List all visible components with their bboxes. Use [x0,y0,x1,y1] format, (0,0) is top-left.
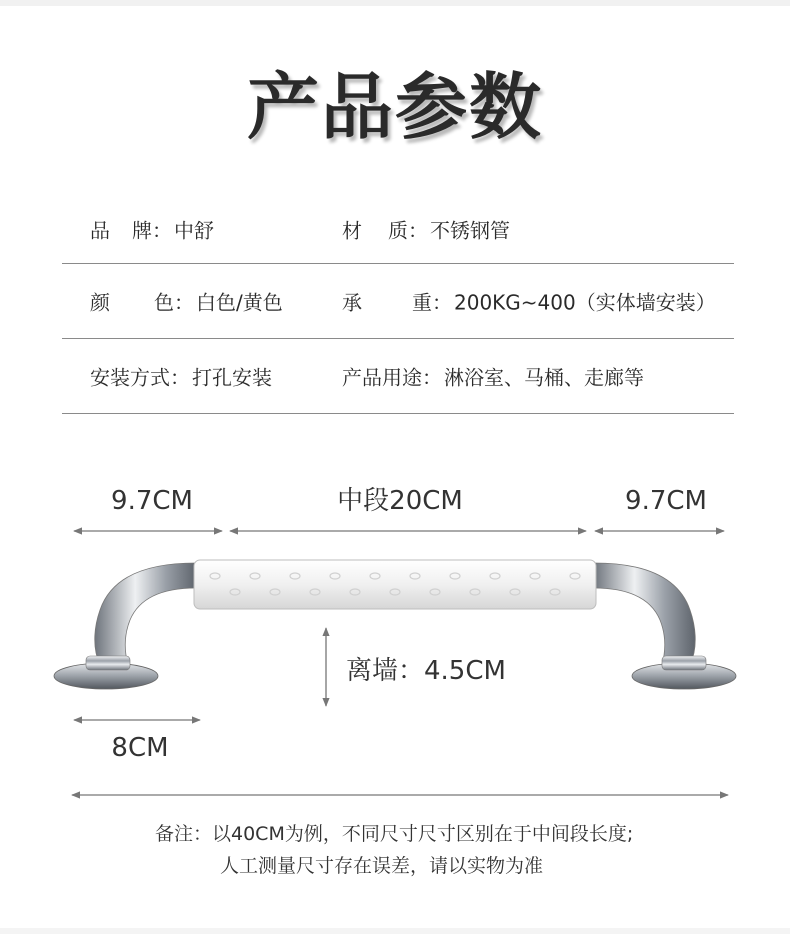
colon: ： [422,365,442,390]
colon: ： [170,365,190,390]
dim-label-base: 8CM [111,733,169,763]
spec-value: 中舒 [174,218,214,243]
dim-label-wall: 离墙：4.5CM [346,656,506,686]
spec-label: 材质 [342,218,408,243]
spec-value: 淋浴室、马桶、走廊等 [444,365,644,390]
dim-label-right: 9.7CM [625,486,707,516]
colon: ： [152,218,172,243]
spec-value: 打孔安装 [192,365,272,390]
white-grip [194,560,596,609]
left-bend-tube [95,563,196,665]
spec-value: 白色/黄色 [196,290,283,315]
footnote-line-2: 人工测量尺寸存在误差，请以实物为准 [220,855,544,877]
dim-label-middle: 中段20CM [337,486,463,516]
bottom-strip [0,928,790,934]
colon: ： [408,218,428,243]
spec-value: 200KG~400（实体墙安装） [454,290,716,315]
footnote-line-1: 备注：以40CM为例，不同尺寸尺寸区别在于中间段长度; [155,823,634,845]
right-base-collar [662,656,706,670]
left-base-collar [86,656,130,670]
spec-label: 颜色 [90,290,174,315]
right-bend-tube [594,563,695,665]
spec-label: 品牌 [90,218,152,243]
colon: ： [432,290,452,315]
spec-label: 产品用途 [342,365,422,390]
colon: ： [174,290,194,315]
spec-label: 承重 [342,290,432,315]
spec-label: 安装方式 [90,365,170,390]
spec-value: 不锈钢管 [430,218,510,243]
page-title: 产品参数 [246,65,543,149]
dim-label-left: 9.7CM [111,486,193,516]
